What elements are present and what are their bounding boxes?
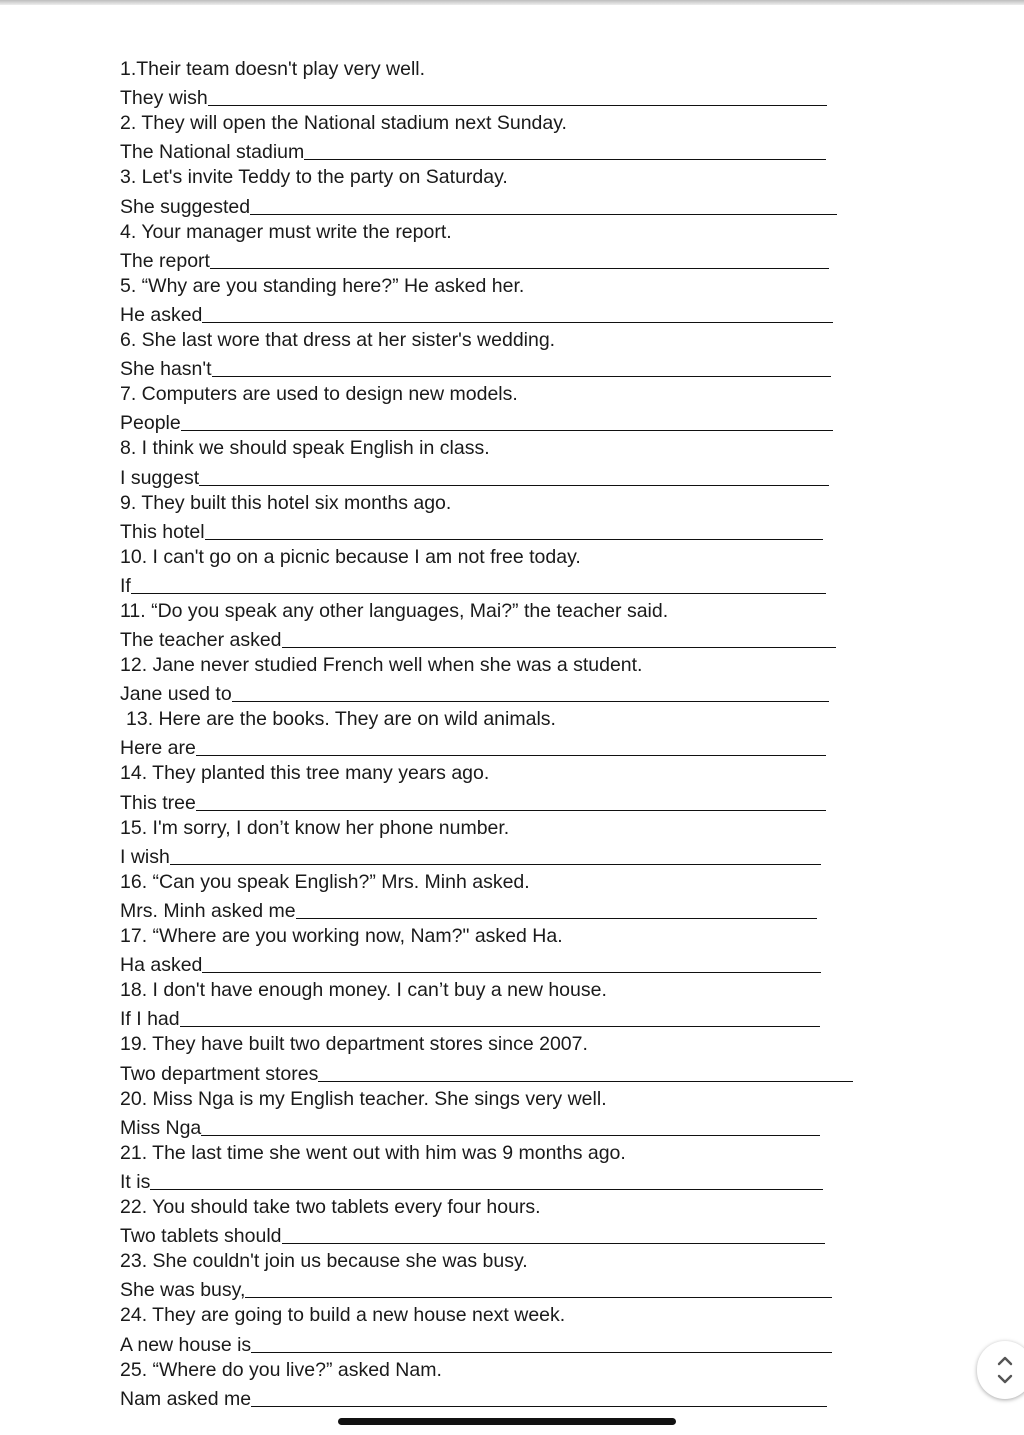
answer-blank[interactable] xyxy=(318,1081,853,1082)
answer-line xyxy=(120,1275,860,1302)
answer-line xyxy=(120,733,860,760)
answer-line xyxy=(120,842,860,869)
answer-line xyxy=(120,462,860,489)
answer-blank[interactable] xyxy=(208,105,827,106)
answer-line xyxy=(120,1384,860,1411)
answer-line xyxy=(120,788,860,815)
answer-blank[interactable] xyxy=(212,376,831,377)
answer-prefix: They wish xyxy=(120,87,208,110)
answer-line xyxy=(120,517,860,544)
answer-prefix: I suggest xyxy=(120,466,200,489)
answer-blank[interactable] xyxy=(150,1189,823,1190)
answer-prefix: Two department stores xyxy=(120,1062,319,1085)
exercise-question: 17. “Where are you working now, Nam?" asked Ha. xyxy=(120,925,563,947)
exercise-sheet xyxy=(120,56,860,1411)
answer-prefix: A new house is xyxy=(120,1333,252,1356)
answer-blank[interactable] xyxy=(199,485,829,486)
exercise-question: 14. They planted this tree many years ago. xyxy=(120,762,490,785)
answer-prefix: She suggested xyxy=(120,195,251,218)
answer-prefix: The report xyxy=(120,249,210,272)
exercise-item xyxy=(120,164,860,218)
answer-prefix: It is xyxy=(120,1170,151,1193)
answer-blank[interactable] xyxy=(250,214,837,215)
answer-line xyxy=(120,1221,860,1248)
exercise-question: 12. Jane never studied French well when she was a student. xyxy=(120,654,643,677)
exercise-item xyxy=(120,869,860,923)
top-edge-shadow xyxy=(0,0,1024,5)
home-indicator-bar[interactable] xyxy=(338,1418,676,1425)
answer-blank[interactable] xyxy=(296,918,817,919)
answer-line xyxy=(120,83,860,110)
exercise-item xyxy=(120,544,860,598)
answer-line xyxy=(120,191,860,218)
answer-prefix: If xyxy=(120,574,131,597)
answer-prefix: People xyxy=(120,412,181,435)
page-scroll-control[interactable] xyxy=(977,1341,1024,1399)
answer-prefix: Two tablets should xyxy=(120,1225,282,1248)
answer-line xyxy=(120,354,860,381)
chevron-up-icon[interactable] xyxy=(996,1354,1014,1368)
answer-line xyxy=(120,1113,860,1140)
answer-blank[interactable] xyxy=(251,1406,827,1407)
answer-line xyxy=(120,950,860,977)
exercise-question: 5. “Why are you standing here?” He asked her. xyxy=(120,274,525,297)
exercise-question: 18. I don't have enough money. I can’t buy a new house. xyxy=(120,979,607,1002)
chevron-down-icon[interactable] xyxy=(996,1372,1014,1386)
exercise-question: 7. Computers are used to design new models. xyxy=(120,383,518,406)
answer-blank[interactable] xyxy=(232,701,829,702)
exercise-question: 9. They built this hotel six months ago. xyxy=(120,491,452,514)
exercise-item xyxy=(120,110,860,164)
exercise-item xyxy=(120,273,860,327)
answer-line xyxy=(120,896,860,923)
answer-line xyxy=(120,1058,860,1085)
answer-blank[interactable] xyxy=(202,972,821,973)
answer-line xyxy=(120,137,860,164)
answer-prefix: She was busy, xyxy=(120,1279,246,1302)
answer-prefix: Jane used to xyxy=(120,683,232,706)
answer-blank[interactable] xyxy=(245,1297,832,1298)
answer-line xyxy=(120,625,860,652)
answer-blank[interactable] xyxy=(131,593,826,594)
exercise-question: 4. Your manager must write the report. xyxy=(120,220,452,243)
exercise-item xyxy=(120,490,860,544)
exercise-item xyxy=(120,598,860,652)
answer-blank[interactable] xyxy=(282,1243,825,1244)
answer-prefix: I wish xyxy=(120,845,170,868)
exercise-question: 10. I can't go on a picnic because I am not free today. xyxy=(120,545,581,568)
exercise-item xyxy=(120,1086,860,1140)
exercise-item xyxy=(120,760,860,814)
answer-prefix: Miss Nga xyxy=(120,1116,202,1139)
exercise-item xyxy=(120,435,860,489)
answer-blank[interactable] xyxy=(196,810,826,811)
exercise-item xyxy=(120,56,860,110)
answer-blank[interactable] xyxy=(205,539,823,540)
exercise-item xyxy=(120,219,860,273)
answer-blank[interactable] xyxy=(282,647,836,648)
exercise-question: 8. I think we should speak English in class. xyxy=(120,437,490,460)
exercise-question: 15. I'm sorry, I don’t know her phone number. xyxy=(120,816,510,839)
exercise-question: 13. Here are the books. They are on wild animals. xyxy=(126,708,556,731)
exercise-item xyxy=(120,1248,860,1302)
exercise-item xyxy=(120,1140,860,1194)
answer-line xyxy=(120,679,860,706)
exercise-item xyxy=(120,1194,860,1248)
answer-line xyxy=(120,1167,860,1194)
exercise-item xyxy=(120,1031,860,1085)
answer-blank[interactable] xyxy=(304,159,826,160)
exercise-question: 16. “Can you speak English?” Mrs. Minh asked. xyxy=(120,870,530,893)
exercise-question: 1.Their team doesn't play very well. xyxy=(120,58,426,80)
answer-line xyxy=(120,300,860,327)
answer-blank[interactable] xyxy=(180,1026,820,1027)
exercise-item xyxy=(120,815,860,869)
answer-blank[interactable] xyxy=(181,430,833,431)
answer-prefix: The teacher asked xyxy=(120,629,282,652)
answer-prefix: This hotel xyxy=(120,520,205,543)
exercise-question: 23. She couldn't join us because she was busy. xyxy=(120,1250,528,1273)
exercise-question: 22. You should take two tablets every four hours. xyxy=(120,1195,541,1218)
answer-prefix: The National stadium xyxy=(120,141,305,164)
answer-prefix: This tree xyxy=(120,791,196,814)
exercise-question: 21. The last time she went out with him was 9 months ago. xyxy=(120,1141,626,1164)
exercise-item xyxy=(120,977,860,1031)
answer-line xyxy=(120,571,860,598)
answer-prefix: If I had xyxy=(120,1008,180,1031)
exercise-question: 3. Let's invite Teddy to the party on Saturday. xyxy=(120,166,508,189)
answer-prefix: Here are xyxy=(120,737,196,760)
answer-line xyxy=(120,1004,860,1031)
answer-prefix: Nam asked me xyxy=(120,1387,252,1410)
exercise-item xyxy=(120,923,860,977)
answer-line xyxy=(120,246,860,273)
exercise-question: 2. They will open the National stadium next Sunday. xyxy=(120,112,567,135)
exercise-question: 25. “Where do you live?” asked Nam. xyxy=(120,1358,442,1381)
answer-prefix: Ha asked xyxy=(120,954,203,977)
answer-line xyxy=(120,1329,860,1356)
exercise-question: 11. “Do you speak any other languages, Mai?” the teacher said. xyxy=(120,599,669,622)
exercise-question: 6. She last wore that dress at her sister's wedding. xyxy=(120,328,556,351)
exercise-item xyxy=(120,1357,860,1411)
answer-line xyxy=(120,408,860,435)
exercise-question: 19. They have built two department stores since 2007. xyxy=(120,1033,588,1056)
exercise-item xyxy=(120,652,860,706)
exercise-item xyxy=(120,706,860,760)
exercise-item xyxy=(120,381,860,435)
answer-blank[interactable] xyxy=(170,864,821,865)
answer-blank[interactable] xyxy=(210,268,829,269)
exercise-question: 24. They are going to build a new house next week. xyxy=(120,1304,566,1327)
answer-blank[interactable] xyxy=(202,322,833,323)
answer-blank[interactable] xyxy=(251,1352,832,1353)
answer-blank[interactable] xyxy=(201,1135,820,1136)
answer-blank[interactable] xyxy=(196,755,826,756)
answer-prefix: He asked xyxy=(120,303,203,326)
exercise-item xyxy=(120,1302,860,1356)
exercise-item xyxy=(120,327,860,381)
answer-prefix: She hasn't xyxy=(120,358,212,381)
exercise-question: 20. Miss Nga is my English teacher. She sings very well. xyxy=(120,1087,607,1110)
answer-prefix: Mrs. Minh asked me xyxy=(120,900,296,922)
